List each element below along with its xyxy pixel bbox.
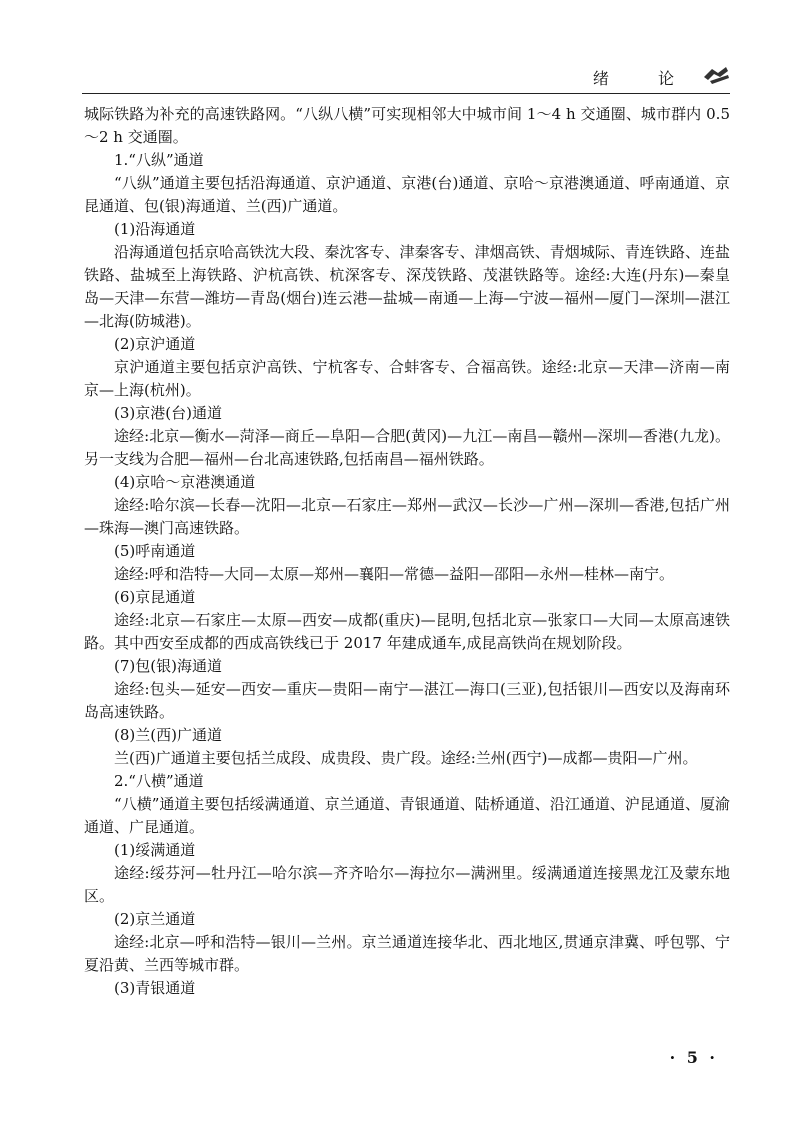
paragraph: “八横”通道主要包括绥满通道、京兰通道、青银通道、陆桥通道、沿江通道、沪昆通道、厦渝通道、广昆通道。 bbox=[84, 795, 730, 836]
subsection-heading: (1)沿海通道 bbox=[114, 220, 196, 238]
header-title: 绪 论 bbox=[592, 69, 696, 88]
paragraph: 途经:包头—延安—西安—重庆—贵阳—南宁—湛江—海口(三亚),包括银川—西安以及海南环岛高速铁路。 bbox=[84, 680, 730, 721]
paragraph: “八纵”通道主要包括沿海通道、京沪通道、京港(台)通道、京哈～京港澳通道、呼南通道、京昆通道、包(银)海通道、兰(西)广通道。 bbox=[84, 174, 730, 215]
subsection-heading: (3)京港(台)通道 bbox=[114, 404, 222, 422]
paragraph: 京沪通道主要包括京沪高铁、宁杭客专、合蚌客专、合福高铁。途经:北京—天津—济南—南京—上海(杭州)。 bbox=[84, 358, 730, 399]
section-heading: 2.“八横”通道 bbox=[114, 772, 204, 790]
paragraph: 途经:呼和浩特—大同—太原—郑州—襄阳—常德—益阳—邵阳—永州—桂林—南宁。 bbox=[114, 565, 675, 583]
subsection-heading: (2)京兰通道 bbox=[114, 910, 196, 928]
paragraph: 城际铁路为补充的高速铁路网。“八纵八横”可实现相邻大中城市间 1～4 h 交通圈、城市群内 0.5～2 h 交通圈。 bbox=[84, 105, 730, 146]
paragraph: 途经:北京—呼和浩特—银川—兰州。京兰通道连接华北、西北地区,贯通京津冀、呼包鄂、宁夏沿黄、兰西等城市群。 bbox=[84, 933, 730, 974]
subsection-heading: (7)包(银)海通道 bbox=[114, 657, 222, 675]
body-text bbox=[84, 103, 730, 1000]
subsection-heading: (5)呼南通道 bbox=[114, 542, 196, 560]
subsection-heading: (3)青银通道 bbox=[114, 979, 196, 997]
header-rule bbox=[82, 93, 730, 94]
subsection-heading: (6)京昆通道 bbox=[114, 588, 196, 606]
running-header bbox=[82, 60, 730, 90]
paragraph: 途经:哈尔滨—长春—沈阳—北京—石家庄—郑州—武汉—长沙—广州—深圳—香港,包括广州—珠海—澳门高速铁路。 bbox=[84, 496, 730, 537]
subsection-heading: (4)京哈～京港澳通道 bbox=[114, 473, 256, 491]
page-number: · 5 · bbox=[669, 1048, 718, 1067]
subsection-heading: (2)京沪通道 bbox=[114, 335, 196, 353]
paragraph: 沿海通道包括京哈高铁沈大段、秦沈客专、津秦客专、津烟高铁、青烟城际、青连铁路、连盐铁路、盐城至上海铁路、沪杭高铁、杭深客专、深茂铁路、茂湛铁路等。途经:大连(丹东)—秦皇岛—天津—东营—潍坊—青岛(烟台)连云港—盐城—南通—上海—宁波—福州—厦门—深圳—湛江—北海(防城港)。 bbox=[84, 243, 730, 330]
subsection-heading: (8)兰(西)广通道 bbox=[114, 726, 222, 744]
section-heading: 1.“八纵”通道 bbox=[114, 151, 204, 169]
paragraph: 途经:绥芬河—牡丹江—哈尔滨—齐齐哈尔—海拉尔—满洲里。绥满通道连接黑龙江及蒙东地区。 bbox=[84, 864, 730, 905]
subsection-heading: (1)绥满通道 bbox=[114, 841, 196, 859]
paragraph: 途经:北京—衡水—菏泽—商丘—阜阳—合肥(黄冈)—九江—南昌—赣州—深圳—香港(九龙)。另一支线为合肥—福州—台北高速铁路,包括南昌—福州铁路。 bbox=[84, 427, 730, 468]
paragraph: 途经:北京—石家庄—太原—西安—成都(重庆)—昆明,包括北京—张家口—大同—太原高速铁路。其中西安至成都的西成高铁线已于 2017 年建成通车,成昆高铁尚在规划阶段。 bbox=[84, 611, 730, 652]
paragraph: 兰(西)广通道主要包括兰成段、成贵段、贵广段。途经:兰州(西宁)—成都—贵阳—广州。 bbox=[114, 749, 698, 767]
train-icon bbox=[702, 63, 730, 85]
